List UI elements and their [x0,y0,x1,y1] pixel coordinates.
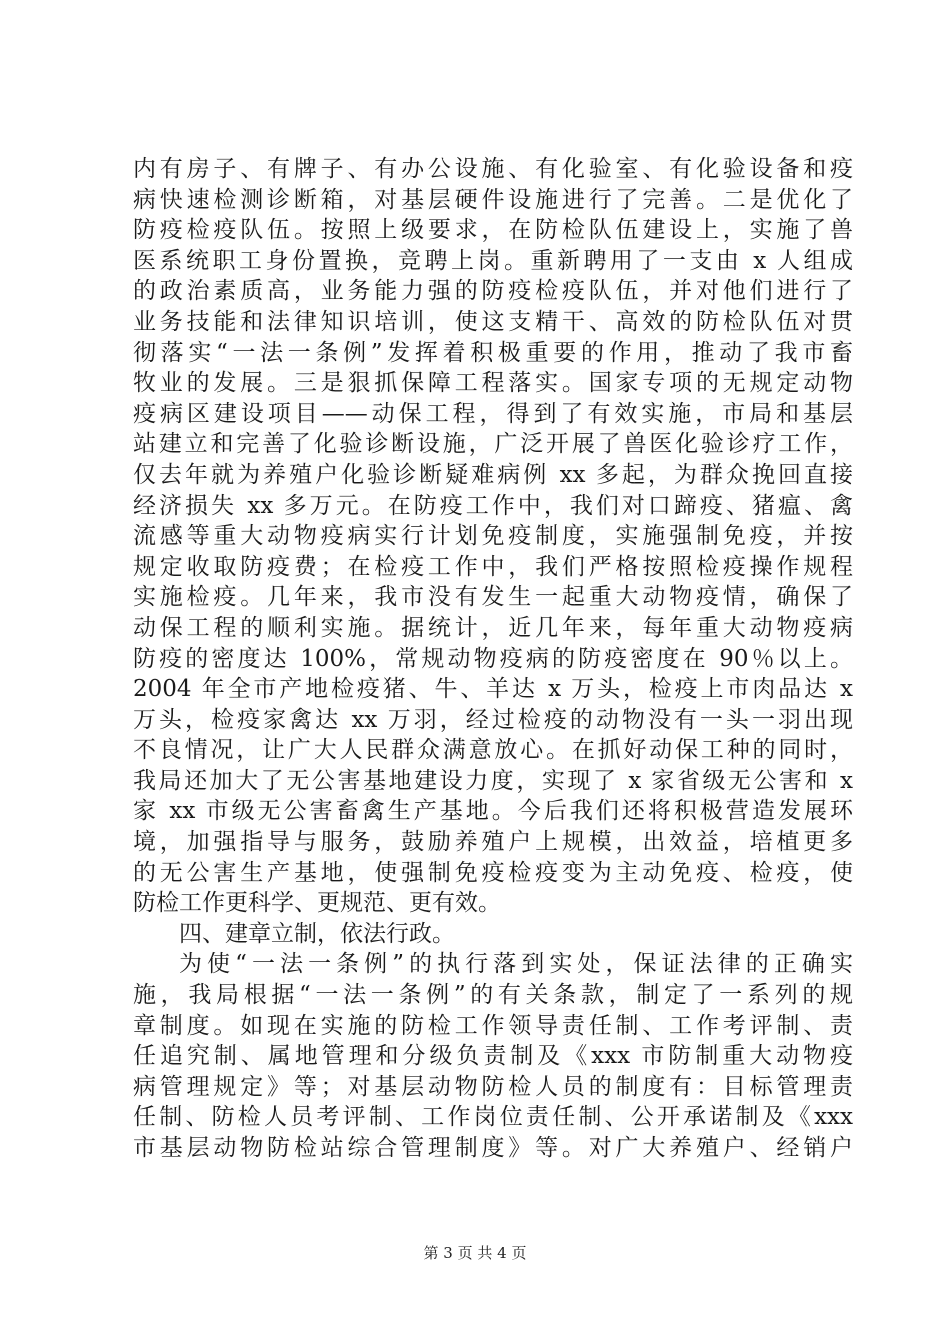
text-line: 的政治素质高，业务能力强的防疫检疫队伍，并对他们进行了 [133,278,853,305]
text-line: 内有房子、有牌子、有办公设施、有化验室、有化验设备和疫 [133,156,853,182]
text-line: 动保工程的顺利实施。据统计，近几年来，每年重大动物疫病 [133,614,853,641]
text-line: 2004 年全市产地检疫猪、牛、羊达 x 万头，检疫上市肉品达 x [133,676,853,703]
text-line: 施，我局根据“一法一条例”的有关条款，制定了一系列的规 [133,982,853,1009]
text-line: 经济损失 xx 多万元。在防疫工作中，我们对口蹄疫、猪瘟、禽 [133,492,853,519]
text-line: 业务技能和法律知识培训，使这支精干、高效的防检队伍对贯 [133,308,853,335]
text-line: 站建立和完善了化验诊断设施，广泛开展了兽医化验诊疗工作， [133,431,853,458]
text-line: 仅去年就为养殖户化验诊断疑难病例 xx 多起，为群众挽回直接 [133,461,853,488]
text-line: 流感等重大动物疫病实行计划免疫制度，实施强制免疫，并按 [133,523,853,550]
text-line: 任制、防检人员考评制、工作岗位责任制、公开承诺制及《xxx [133,1104,853,1131]
text-line: 防疫的密度达 100%，常规动物疫病的防疫密度在 90％以上。 [133,645,853,672]
text-line: 我局还加大了无公害基地建设力度，实现了 x 家省级无公害和 x [133,767,853,794]
page-number: 第 3 页 共 4 页 [423,1244,527,1262]
text-line: 万头，检疫家禽达 xx 万羽，经过检疫的动物没有一头一羽出现 [133,706,853,733]
text-line: 任追究制、属地管理和分级负责制及《xxx 市防制重大动物疫 [133,1043,853,1070]
text-line: 实施检疫。几年来，我市没有发生一起重大动物疫情，确保了 [133,584,853,611]
text-line: 医系统职工身份置换，竞聘上岗。重新聘用了一支由 x 人组成 [133,247,853,274]
text-line: 规定收取防疫费；在检疫工作中，我们严格按照检疫操作规程 [133,553,853,580]
text-line: 防疫检疫队伍。按照上级要求，在防检队伍建设上，实施了兽 [133,217,853,244]
text-line: 病管理规定》等；对基层动物防检人员的制度有：目标管理责 [133,1073,853,1100]
text-line: 不良情况，让广大人民群众满意放心。在抓好动保工种的同时， [133,737,853,764]
text-line: 的无公害生产基地，使强制免疫检疫变为主动免疫、检疫，使 [133,859,853,886]
text-line: 境，加强指导与服务，鼓励养殖户上规模，出效益，培植更多 [133,829,853,856]
text-line: 防检工作更科学、更规范、更有效。 [133,890,501,917]
text-line: 病快速检测诊断箱，对基层硬件设施进行了完善。二是优化了 [133,186,853,213]
text-line: 章制度。如现在实施的防检工作领导责任制、工作考评制、责 [133,1012,853,1039]
section-heading: 四、建章立制，依法行政。 [179,920,455,947]
text-line: 市基层动物防检站综合管理制度》等。对广大养殖户、经销户 [133,1135,853,1161]
text-line: 彻落实“一法一条例”发挥着积极重要的作用，推动了我市畜 [133,339,853,366]
text-line: 疫病区建设项目——动保工程，得到了有效实施，市局和基层 [133,400,853,427]
text-line: 为使“一法一条例”的执行落到实处，保证法律的正确实 [179,951,853,978]
text-line: 家 xx 市级无公害畜禽生产基地。今后我们还将积极营造发展环 [133,798,853,825]
document-body [133,154,853,1164]
text-line: 牧业的发展。三是狠抓保障工程落实。国家专项的无规定动物 [133,370,853,397]
